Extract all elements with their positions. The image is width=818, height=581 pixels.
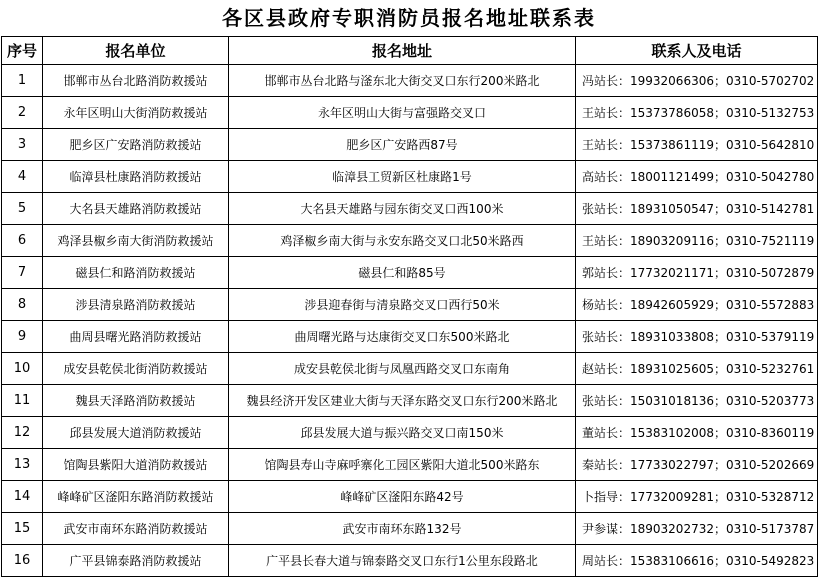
unit-name-cell: 峰峰矿区滏阳东路消防救援站 (43, 481, 229, 513)
contact-cell: 王站长：15373786058；0310-5132753 (576, 97, 818, 129)
table-row (2, 225, 818, 257)
contact-cell: 尹参谋：18903202732；0310-5173787 (576, 513, 818, 545)
table-body (2, 65, 818, 577)
address-cell: 武安市南环东路132号 (229, 513, 576, 545)
row-number: 4 (2, 161, 43, 193)
unit-name-cell: 邱县发展大道消防救援站 (43, 417, 229, 449)
contact-cell: 董站长：15383102008；0310-8360119 (576, 417, 818, 449)
table-row (2, 129, 818, 161)
unit-name-cell: 邯郸市丛台北路消防救援站 (43, 65, 229, 97)
contact-cell: 高站长：18001121499；0310-5042780 (576, 161, 818, 193)
table-row (2, 385, 818, 417)
unit-name-cell: 永年区明山大街消防救援站 (43, 97, 229, 129)
contact-cell: 王站长：15373861119；0310-5642810 (576, 129, 818, 161)
contact-cell: 张站长：18931033808；0310-5379119 (576, 321, 818, 353)
row-number: 8 (2, 289, 43, 321)
address-cell: 邱县发展大道与振兴路交叉口南150米 (229, 417, 576, 449)
row-number: 16 (2, 545, 43, 577)
column-header-address: 报名地址 (229, 37, 576, 65)
row-number: 5 (2, 193, 43, 225)
row-number: 12 (2, 417, 43, 449)
contact-cell: 秦站长：17733022797；0310-5202669 (576, 449, 818, 481)
unit-name-cell: 成安县乾侯北街消防救援站 (43, 353, 229, 385)
address-cell: 峰峰矿区滏阳东路42号 (229, 481, 576, 513)
table-row (2, 257, 818, 289)
column-header-unit: 报名单位 (43, 37, 229, 65)
table-row (2, 65, 818, 97)
column-header-number: 序号 (2, 37, 43, 65)
row-number: 10 (2, 353, 43, 385)
row-number: 6 (2, 225, 43, 257)
address-cell: 涉县迎春街与清泉路交叉口西行50米 (229, 289, 576, 321)
row-number: 13 (2, 449, 43, 481)
row-number: 1 (2, 65, 43, 97)
table-header-row (2, 37, 818, 65)
table-row (2, 161, 818, 193)
registration-table (1, 36, 818, 577)
contact-cell: 郭站长：17732021171；0310-5072879 (576, 257, 818, 289)
table-row (2, 321, 818, 353)
unit-name-cell: 广平县锦泰路消防救援站 (43, 545, 229, 577)
unit-name-cell: 武安市南环东路消防救援站 (43, 513, 229, 545)
column-header-contact: 联系人及电话 (576, 37, 818, 65)
contact-cell: 卜指导：17732009281；0310-5328712 (576, 481, 818, 513)
table-row (2, 449, 818, 481)
table-row (2, 97, 818, 129)
table-row (2, 481, 818, 513)
page-title: 各区县政府专职消防员报名地址联系表 (222, 6, 596, 30)
unit-name-cell: 临漳县杜康路消防救援站 (43, 161, 229, 193)
unit-name-cell: 大名县天雄路消防救援站 (43, 193, 229, 225)
row-number: 9 (2, 321, 43, 353)
address-cell: 馆陶县寿山寺麻呼寨化工园区紫阳大道北500米路东 (229, 449, 576, 481)
contact-cell: 周站长：15383106616；0310-5492823 (576, 545, 818, 577)
unit-name-cell: 曲周县曙光路消防救援站 (43, 321, 229, 353)
unit-name-cell: 馆陶县紫阳大道消防救援站 (43, 449, 229, 481)
row-number: 14 (2, 481, 43, 513)
address-cell: 大名县天雄路与园东街交叉口西100米 (229, 193, 576, 225)
unit-name-cell: 涉县清泉路消防救援站 (43, 289, 229, 321)
address-cell: 成安县乾侯北街与凤凰西路交叉口东南角 (229, 353, 576, 385)
address-cell: 鸡泽椒乡南大街与永安东路交叉口北50米路西 (229, 225, 576, 257)
address-cell: 邯郸市丛台北路与滏东北大街交叉口东行200米路北 (229, 65, 576, 97)
address-cell: 临漳县工贸新区杜康路1号 (229, 161, 576, 193)
unit-name-cell: 鸡泽县椒乡南大街消防救援站 (43, 225, 229, 257)
unit-name-cell: 磁县仁和路消防救援站 (43, 257, 229, 289)
contact-cell: 杨站长：18942605929；0310-5572883 (576, 289, 818, 321)
table-row (2, 545, 818, 577)
row-number: 3 (2, 129, 43, 161)
contact-cell: 王站长：18903209116；0310-7521119 (576, 225, 818, 257)
address-cell: 磁县仁和路85号 (229, 257, 576, 289)
contact-cell: 冯站长：19932066306；0310-5702702 (576, 65, 818, 97)
unit-name-cell: 魏县天泽路消防救援站 (43, 385, 229, 417)
contact-cell: 张站长：18931050547；0310-5142781 (576, 193, 818, 225)
row-number: 7 (2, 257, 43, 289)
table-row (2, 513, 818, 545)
address-cell: 曲周曙光路与达康街交叉口东500米路北 (229, 321, 576, 353)
row-number: 2 (2, 97, 43, 129)
address-cell: 永年区明山大街与富强路交叉口 (229, 97, 576, 129)
table-row (2, 417, 818, 449)
unit-name-cell: 肥乡区广安路消防救援站 (43, 129, 229, 161)
row-number: 15 (2, 513, 43, 545)
contact-cell: 张站长：15031018136；0310-5203773 (576, 385, 818, 417)
table-row (2, 353, 818, 385)
address-cell: 广平县长春大道与锦泰路交叉口东行1公里东段路北 (229, 545, 576, 577)
contact-cell: 赵站长：18931025605；0310-5232761 (576, 353, 818, 385)
address-cell: 魏县经济开发区建业大街与天泽东路交叉口东行200米路北 (229, 385, 576, 417)
address-cell: 肥乡区广安路西87号 (229, 129, 576, 161)
table-row (2, 193, 818, 225)
table-row (2, 289, 818, 321)
row-number: 11 (2, 385, 43, 417)
